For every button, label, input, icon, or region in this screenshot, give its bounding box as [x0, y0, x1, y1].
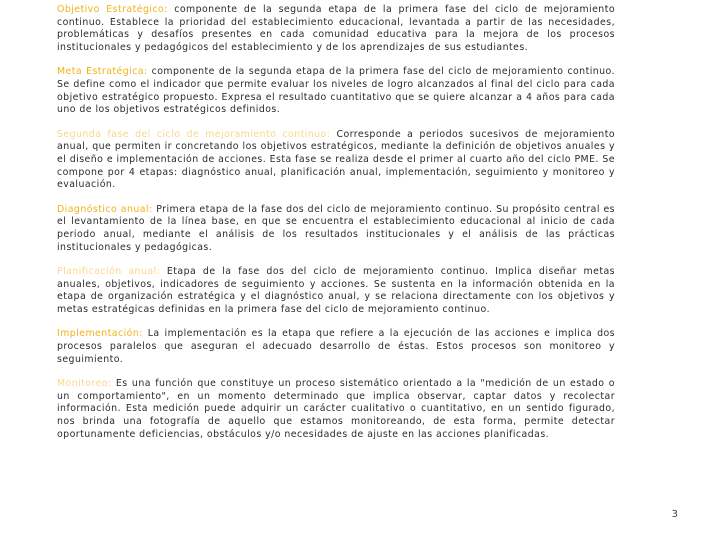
term-definition: Corresponde a periodos sucesivos de mejoramiento anual, que permiten ir concretando los objetivos estratégicos, mediante la definición de objetivos anuales y el diseño e implementación de acciones. Esta fase se realiza desde el primer al cuarto año del ciclo PME. Se compone por 4 etapas: diagnóstico anual, planificación anual, implementación, seguimiento y monitoreo y evaluación. [57, 128, 615, 191]
term-label: Meta Estratégica: [57, 66, 148, 78]
term-label: Implementación: [57, 328, 143, 340]
glossary-entry-segunda-fase [57, 129, 615, 192]
glossary-entry-diagnostico-anual [57, 204, 615, 254]
glossary-entry-planificacion-anual [57, 266, 615, 316]
term-label: Segunda fase del ciclo de mejoramiento continuo: [57, 128, 331, 140]
term-label: Objetivo Estratégico: [57, 4, 168, 15]
glossary-content [57, 4, 615, 453]
term-label: Planificación anual: [57, 266, 161, 278]
glossary-entry-meta-estrategica [57, 66, 615, 116]
term-definition: Primera etapa de la fase dos del ciclo de mejoramiento continuo. Su propósito central es el levantamiento de la línea base, en que se encuentra el establecimiento educacional al inicio de cada periodo anual, mediante el análisis de los resultados institucionales y el análisis de las prácticas institucionales y pedagógicas. [57, 203, 616, 253]
term-definition: Es una función que constituye un proceso sistemático orientado a la "medición de un estado o un comportamiento", en un momento determinado que implica observar, captar datos y recolectar información. Esta medición puede adquirir un carácter cualitativo o cuantitativo, en un sentido figurado, nos brinda una fotografía de aquello que estamos monitoreando, de esta forma, permite detectar oportunamente deficiencias, obstáculos y/o necesidades de ajuste en las acciones planificadas. [57, 378, 615, 440]
term-definition: componente de la segunda etapa de la primera fase del ciclo de mejoramiento continuo. Establece la prioridad del establecimiento educacional, levantada a partir de las necesidades, problemáticas y desafíos presentes en cada comunidad educativa para la mejora de los procesos institucionales y pedagógicos del establecimiento y de los aprendizajes de sus estudiantes. [57, 4, 615, 53]
term-definition: La implementación es la etapa que refiere a la ejecución de las acciones e implica dos procesos paralelos que aseguran el adecuado desarrollo de éstas. Estos procesos son monitoreo y seguimiento. [57, 328, 615, 365]
glossary-entry-implementacion [57, 328, 615, 366]
glossary-entry-objetivo-estrategico [57, 4, 615, 54]
term-label: Monitoreo: [57, 378, 112, 390]
term-definition: Etapa de la fase dos del ciclo de mejoramiento continuo. Implica diseñar metas anuales, objetivos, indicadores de seguimiento y acciones. Se sustenta en la información obtenida en la etapa de organización estratégica y el diagnóstico anual, y se relaciona directamente con los objetivos y metas estratégicas definidas en la primera fase del ciclo de mejoramiento continuo. [57, 266, 615, 315]
glossary-entry-monitoreo [57, 378, 615, 441]
term-definition: componente de la segunda etapa de la primera fase del ciclo de mejoramiento continuo. Se define como el indicador que permite evaluar los niveles de logro alcanzados al final del ciclo para cada objetivo estratégico propuesto. Expresa el resultado cuantitativo que se quiere alcanzar a 4 años para cada uno de los objetivos estratégicos definidos. [57, 66, 615, 116]
page-number: 3 [671, 509, 678, 520]
term-label: Diagnóstico anual: [57, 203, 153, 215]
